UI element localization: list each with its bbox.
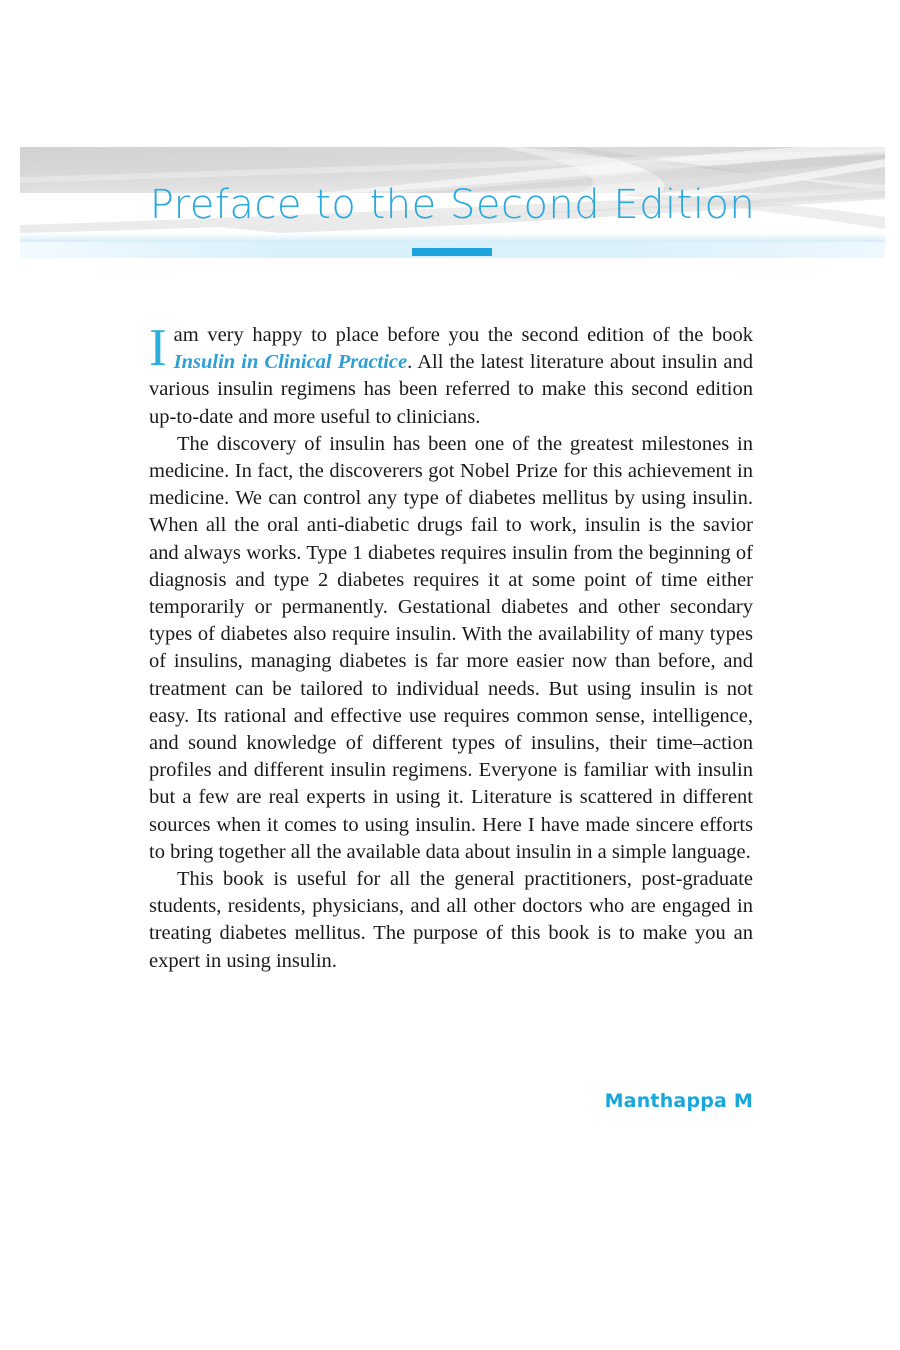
title-underline-bar xyxy=(412,248,492,256)
author-signature: Manthappa M xyxy=(604,1090,753,1112)
paragraph-2: The discovery of insulin has been one of the greatest milestones in medicine. In fact, the discoverers got Nobel Prize for this achievement in medicine. We can control any type of diabetes mellitus by using insulin. When all the oral anti-diabetic drugs fail to work, insulin is the savior and always works. Type 1 diabetes requires insulin from the beginning of diagnosis and type 2 diabetes requires it at some point of time either temporarily or permanently. Gestational diabetes and other secondary types of diabetes also require insulin. With the availability of many types of insulins, managing diabetes is far more easier now than before, and treatment can be tailored to individual needs. But using insulin is not easy. Its rational and effective use requires common sense, intelligence, and sound knowledge of different types of insulins, their time–action profiles and different insulin regimens. Everyone is familiar with insulin but a few are real experts in using it. Literature is scattered in different sources when it comes to using insulin. Here I have made sincere efforts to bring together all the available data about insulin in a simple language. xyxy=(149,432,753,863)
dropcap-letter: I xyxy=(149,319,167,377)
paragraph-1 xyxy=(149,319,754,431)
paragraph-3: This book is useful for all the general practitioners, post-graduate students, residents, physicians, and all other doctors who are engaged in treating diabetes mellitus. The purpose of this book is to make you an expert in using insulin. xyxy=(149,868,753,972)
preface-body xyxy=(149,319,754,975)
book-title-emphasis: Insulin in Clinical Practice xyxy=(173,351,408,374)
page-header xyxy=(20,147,885,259)
paragraph-1-tail: . All the latest literature about insulin and various insulin regimens has been referred to make this second edition up-to-date and more useful to clinicians. xyxy=(149,351,754,428)
page-title: Preface to the Second Edition xyxy=(149,182,756,228)
paragraph-1-lead: am very happy to place before you the second edition of the book xyxy=(173,324,753,346)
